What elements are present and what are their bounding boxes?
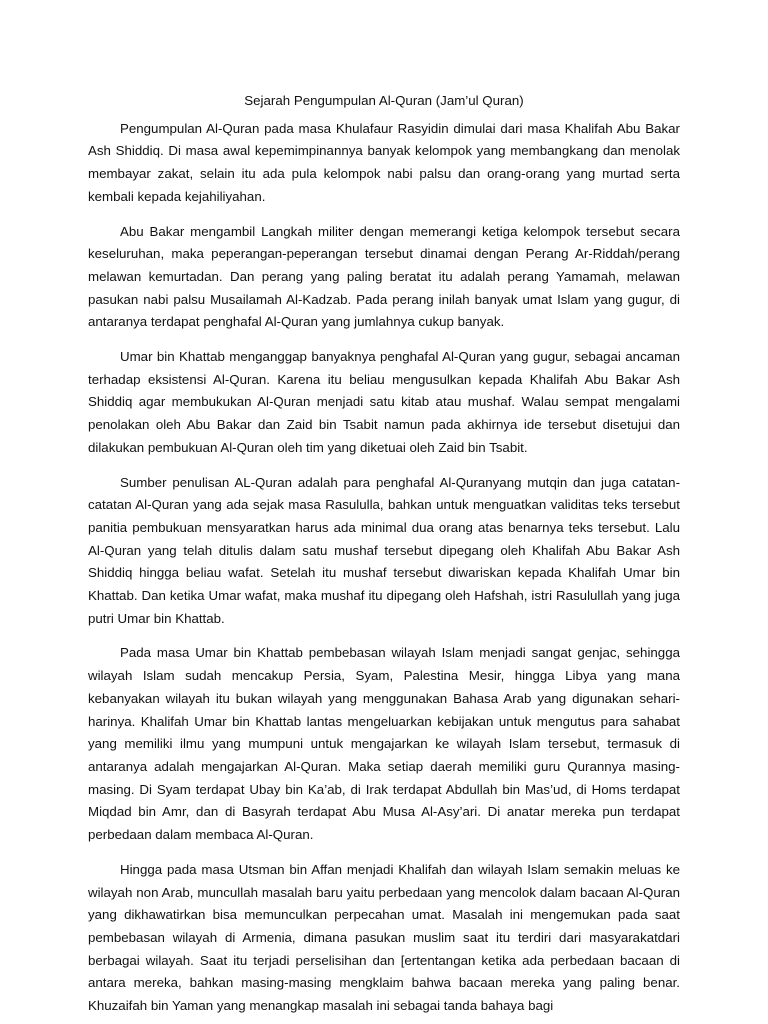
paragraph: Pada masa Umar bin Khattab pembebasan wilayah Islam menjadi sangat genjac, sehingga wilayah Islam sudah mencakup Persia, Syam, Palestina Mesir, hingga Libya yang mana kebanyakan wilayah itu bukan wilayah yang menggunakan Bahasa Arab yang digunakan sehari-harinya. Khalifah Umar bin Khattab lantas mengeluarkan kebijakan untuk mengutus para sahabat yang memiliki ilmu yang mumpuni untuk mengajarkan ke wilayah Islam tersebut, termasuk di antaranya adalah mengajarkan Al-Quran. Maka setiap daerah memiliki guru Qurannya masing-masing. Di Syam terdapat Ubay bin Ka’ab, di Irak terdapat Abdullah bin Mas’ud, di Homs terdapat Miqdad bin Amr, dan di Basyrah terdapat Abu Musa Al-Asy’ari. Di anatar mereka pun terdapat perbedaan dalam membaca Al-Quran. <box>88 645 680 843</box>
paragraph: Hingga pada masa Utsman bin Affan menjadi Khalifah dan wilayah Islam semakin meluas ke wilayah non Arab, muncullah masalah baru yaitu perbedaan yang mencolok dalam bacaan Al-Quran yang dikhawatirkan bisa memunculkan perpecahan umat. Masalah ini mengemukan pada saat pembebasan wilayah di Armenia, dimana pasukan muslim saat itu terdiri dari masyarakatdari berbagai wilayah. Saat itu terjadi perselisihan dan [ertentangan ketika ada perbedaan bacaan di antara mereka, bahkan masing-masing mengklaim bahwa bacaan mereka yang paling benar. Khuzaifah bin Yaman yang menangkap masalah ini sebagai tanda bahaya bagi <box>88 861 680 1014</box>
paragraph: Abu Bakar mengambil Langkah militer dengan memerangi ketiga kelompok tersebut secara keseluruhan, maka peperangan-peperangan tersebut dinamai dengan Perang Ar-Riddah/perang melawan kemurtadan. Dan perang yang paling beratat itu adalah perang Yamamah, melawan pasukan nabi palsu Musailamah Al-Kadzab. Pada perang inilah banyak umat Islam yang gugur, di antaranya terdapat penghafal Al-Quran yang jumlahnya cukup banyak. <box>88 223 680 330</box>
paragraph: Umar bin Khattab menganggap banyaknya penghafal Al-Quran yang gugur, sebagai ancaman terhadap eksistensi Al-Quran. Karena itu beliau mengusulkan kepada Khalifah Abu Bakar Ash Shiddiq agar membukukan Al-Quran menjadi satu kitab atau mushaf. Walau sempat mengalami penolakan oleh Abu Bakar dan Zaid bin Tsabit namun pada akhirnya ide tersebut disetujui dan dilakukan pembukuan Al-Quran oleh tim yang diketuai oleh Zaid bin Tsabit. <box>88 349 680 455</box>
document-title: Sejarah Pengumpulan Al-Quran (Jam’ul Quran) <box>244 93 524 108</box>
paragraph: Sumber penulisan AL-Quran adalah para penghafal Al-Quranyang mutqin dan juga catatan-catatan Al-Quran yang ada sejak masa Rasululla, bahkan untuk menguatkan validitas teks tersebut panitia pembukuan mensyaratkan harus ada minimal dua orang atas benarnya teks tersebut. Lalu Al-Quran yang telah ditulis dalam satu mushaf tersebut dipegang oleh Khalifah Abu Bakar Ash Shiddiq hingga beliau wafat. Setelah itu mushaf tersebut diwariskan kepada Khalifah Umar bin Khattab. Dan ketika Umar wafat, maka mushaf itu dipegang oleh Hafshah, istri Rasulullah yang juga putri Umar bin Khattab. <box>88 474 680 626</box>
paragraph: Pengumpulan Al-Quran pada masa Khulafaur Rasyidin dimulai dari masa Khalifah Abu Bakar Ash Shiddiq. Di masa awal kepemimpinannya banyak kelompok yang membangkang dan menolak membayar zakat, selain itu ada pula kelompok nabi palsu dan orang-orang yang murtad serta kembali kepada kejahiliyahan. <box>88 120 680 204</box>
